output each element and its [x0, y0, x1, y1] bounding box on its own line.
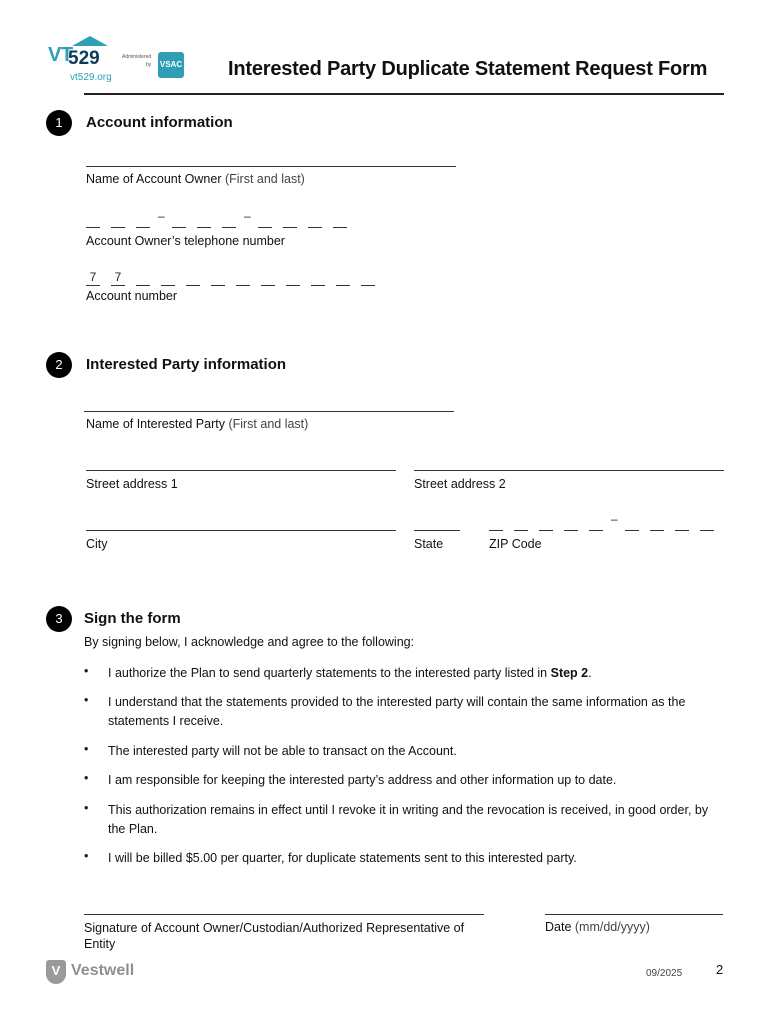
acknowledgement-item-3: The interested party will not be able to transact on the Account.	[108, 744, 457, 758]
phone-digit-blank[interactable]	[283, 227, 297, 228]
phone-digit-blank[interactable]	[197, 227, 211, 228]
bullet-marker: •	[84, 664, 89, 678]
section-1-heading: Account information	[86, 114, 233, 131]
page-title: Interested Party Duplicate Statement Request Form	[228, 58, 708, 80]
date-format-hint: (mm/dd/yyyy)	[574, 920, 650, 934]
account-digit-blank[interactable]	[186, 285, 200, 286]
party-name-label	[86, 417, 308, 431]
zip-digit-blank[interactable]	[514, 530, 528, 531]
logo-vt-text: VT	[48, 44, 73, 66]
account-digit-blank[interactable]	[236, 285, 250, 286]
zip-digit-blank[interactable]	[539, 530, 553, 531]
acknowledgement-item-2: I understand that the statements provided to the interested party will contain the same information as the statements I receive.	[108, 695, 686, 728]
account-digit-blank[interactable]	[211, 285, 225, 286]
vestwell-shield-icon: V	[46, 960, 66, 984]
state-field[interactable]	[414, 530, 460, 531]
vsac-logo: VSAC	[158, 52, 184, 78]
account-digit-blank	[111, 285, 125, 286]
date-field[interactable]	[545, 914, 723, 915]
acknowledgement-intro: By signing below, I acknowledge and agree to the following:	[84, 635, 415, 649]
street-address-1-label: Street address 1	[86, 477, 178, 491]
phone-digit-blank[interactable]	[136, 227, 150, 228]
step-3-badge: 3	[46, 606, 72, 632]
vt529-logo	[46, 36, 186, 88]
account-prefix-digit: 7	[89, 270, 97, 284]
signature-field[interactable]	[84, 914, 484, 915]
phone-digit-blank[interactable]	[333, 227, 347, 228]
vestwell-logo	[46, 960, 156, 986]
zip-digit-blank[interactable]	[625, 530, 639, 531]
account-digit-blank[interactable]	[311, 285, 325, 286]
party-name-hint: (First and last)	[228, 417, 309, 431]
state-label: State	[414, 537, 444, 551]
logo-url: vt529.org	[70, 72, 112, 83]
date-label-text: Date	[545, 920, 572, 934]
account-prefix-digit: 7	[114, 270, 122, 284]
phone-digit-blank[interactable]	[258, 227, 272, 228]
account-number-label: Account number	[86, 289, 178, 303]
account-digit-blank[interactable]	[286, 285, 300, 286]
acknowledgement-item-5: This authorization remains in effect until I revoke it in writing and the revocation is received, in good order, by the Plan.	[108, 803, 709, 836]
party-name-field[interactable]	[84, 411, 454, 412]
account-digit-blank[interactable]	[261, 285, 275, 286]
vestwell-wordmark: Vestwell	[71, 962, 135, 979]
zip-digit-blank[interactable]	[589, 530, 603, 531]
phone-separator: –	[158, 209, 165, 223]
page-number: 2	[716, 962, 724, 977]
account-digit-blank[interactable]	[361, 285, 375, 286]
acknowledgement-item-4: I am responsible for keeping the interested party’s address and other information up to date.	[108, 773, 617, 787]
bullet-marker: •	[84, 693, 89, 707]
graduation-cap-icon	[72, 36, 108, 46]
owner-name-hint: (First and last)	[224, 172, 305, 186]
account-digit-blank[interactable]	[336, 285, 350, 286]
phone-digit-blank[interactable]	[111, 227, 125, 228]
street-address-2-label: Street address 2	[414, 477, 506, 491]
bullet-marker: •	[84, 771, 89, 785]
zip-digit-blank[interactable]	[564, 530, 578, 531]
zip-digit-blank[interactable]	[700, 530, 714, 531]
zip-code-label: ZIP Code	[489, 537, 542, 551]
item-1-text: I authorize the Plan to send quarterly statements to the interested party listed in	[108, 666, 551, 680]
title-divider	[84, 93, 724, 95]
step-1-badge: 1	[46, 110, 72, 136]
city-field[interactable]	[86, 530, 396, 531]
section-3-heading: Sign the form	[84, 610, 181, 627]
street-address-2-field[interactable]	[414, 470, 724, 471]
acknowledgement-item-6: I will be billed $5.00 per quarter, for duplicate statements sent to this interested party.	[108, 851, 577, 865]
item-1-step-ref: Step 2	[550, 666, 589, 680]
phone-digit-blank[interactable]	[172, 227, 186, 228]
bullet-marker: •	[84, 849, 89, 863]
owner-name-field[interactable]	[86, 166, 456, 167]
item-1-end: .	[588, 666, 592, 680]
owner-name-label-text: Name of Account Owner	[86, 172, 222, 186]
date-label	[545, 920, 650, 934]
zip-separator: –	[611, 512, 618, 526]
acknowledgement-item-1	[108, 664, 728, 683]
logo-administered-text: Administered	[122, 54, 152, 60]
phone-digit-blank[interactable]	[86, 227, 100, 228]
phone-label: Account Owner’s telephone number	[86, 234, 285, 248]
street-address-1-field[interactable]	[86, 470, 396, 471]
logo-by-text: by	[146, 62, 152, 68]
city-label: City	[86, 537, 108, 551]
phone-separator: –	[244, 209, 251, 223]
owner-name-label	[86, 172, 305, 186]
bullet-marker: •	[84, 742, 89, 756]
account-digit-blank	[86, 285, 100, 286]
phone-digit-blank[interactable]	[308, 227, 322, 228]
zip-digit-blank[interactable]	[675, 530, 689, 531]
signature-label: Signature of Account Owner/Custodian/Authorized Representative of Entity	[84, 921, 465, 951]
account-digit-blank[interactable]	[136, 285, 150, 286]
zip-digit-blank[interactable]	[489, 530, 503, 531]
bullet-marker: •	[84, 801, 89, 815]
account-digit-blank[interactable]	[161, 285, 175, 286]
section-2-heading: Interested Party information	[86, 356, 287, 373]
step-2-badge: 2	[46, 352, 72, 378]
phone-digit-blank[interactable]	[222, 227, 236, 228]
form-revision-date: 09/2025	[646, 968, 683, 979]
zip-digit-blank[interactable]	[650, 530, 664, 531]
party-name-label-text: Name of Interested Party	[86, 417, 225, 431]
logo-529-text: 529	[68, 48, 100, 69]
